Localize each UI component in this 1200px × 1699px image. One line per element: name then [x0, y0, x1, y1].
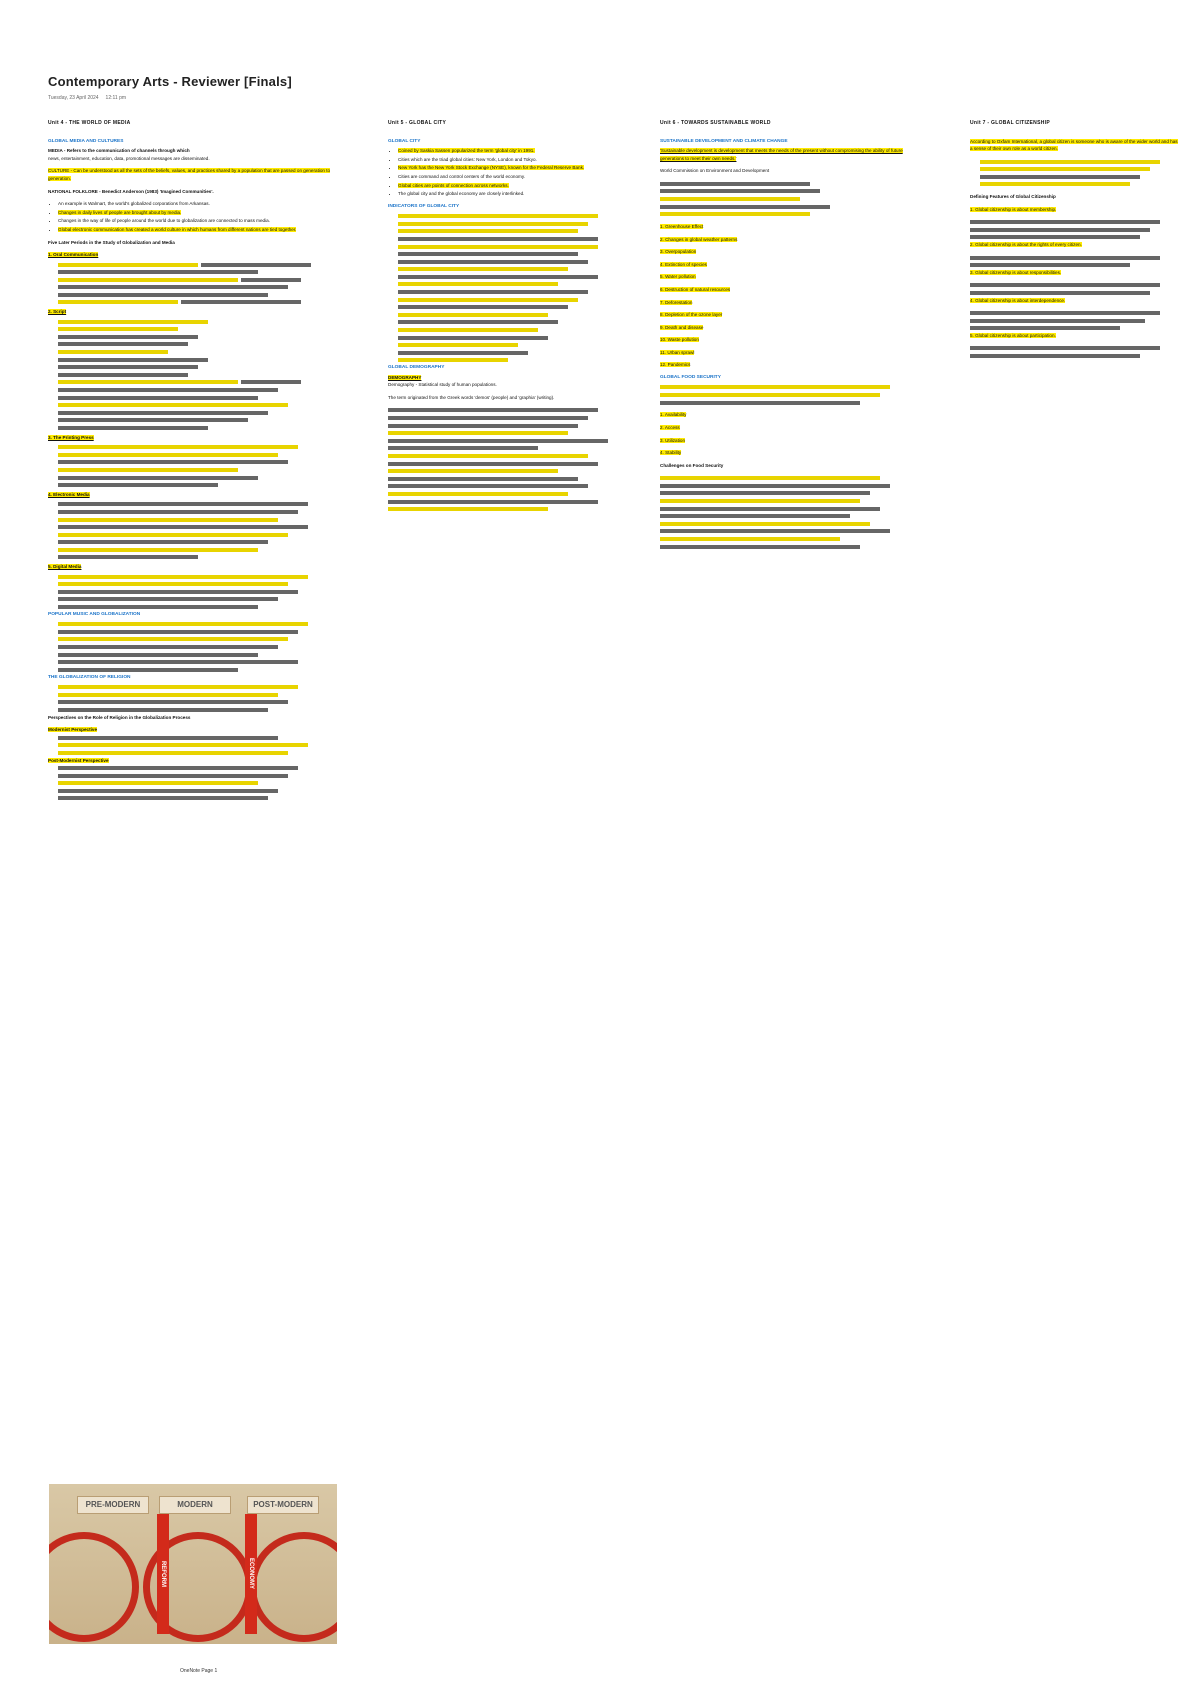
text-block — [660, 180, 910, 218]
section-heading: GLOBAL CITY — [388, 138, 421, 144]
paragraph: 2. Changes in global weather patterns — [660, 236, 738, 242]
section-heading: GLOBAL MEDIA AND CULTURES — [48, 138, 124, 144]
paragraph: 3. Overpopulation — [660, 249, 697, 255]
bullet-list — [48, 200, 348, 233]
text-block — [48, 734, 348, 757]
paragraph: 4. Global citizenship is about interdependence. — [970, 297, 1066, 303]
numbered-heading: 4. Electronic Media — [48, 491, 90, 497]
paragraph: Challenges on Food Security — [660, 462, 724, 468]
figure-vertical-label: ECONOMY — [245, 1514, 257, 1634]
paragraph: DEMOGRAPHY Demography - Statistical study of human populations. — [388, 374, 497, 388]
paragraph: 11. Urban sprawl — [660, 349, 695, 355]
paragraph: 1. Availability — [660, 412, 687, 418]
figure-label: MODERN — [159, 1496, 231, 1514]
modernity-figure — [49, 1484, 337, 1644]
text-block — [48, 261, 348, 307]
section-heading: GLOBAL DEMOGRAPHY — [388, 365, 445, 371]
text-block — [970, 218, 1180, 241]
text-block — [970, 254, 1180, 269]
paragraph: 10. Waste pollution — [660, 337, 699, 343]
paragraph: 5. Global citizenship is about participation. — [970, 333, 1056, 339]
list-item: • The global city and the global economy are closely interlinked. — [398, 190, 618, 198]
section-heading: SUSTAINABLE DEVELOPMENT AND CLIMATE CHANGE — [660, 138, 788, 144]
paragraph: 3. Utilization — [660, 437, 686, 443]
text-block — [48, 443, 348, 489]
paragraph: 7. Deforestation — [660, 299, 693, 305]
text-block — [970, 345, 1180, 360]
section-heading: THE GLOBALIZATION OF RELIGION — [48, 674, 131, 680]
paragraph: 1. Global citizenship is about membership. — [970, 206, 1057, 212]
paragraph: 6. Destruction of natural resources — [660, 286, 731, 292]
list-item: • Changes in daily lives of people are brought about by media. — [58, 209, 348, 217]
subheading: Modernist Perspective — [48, 727, 98, 733]
list-item: • Cities are command and control centers of the world economy. — [398, 173, 618, 181]
list-item: • Changes in the way of life of people around the world due to globalization are connected to mass media. — [58, 217, 348, 225]
column-unit-6 — [660, 120, 910, 1540]
subheading: Post-Modernist Perspective — [48, 757, 109, 763]
list-item: • Global electronic communication has created a world culture in which humans from different nations are tied together. — [58, 226, 348, 234]
text-block — [660, 474, 910, 550]
section-heading: INDICATORS OF GLOBAL CITY — [388, 203, 460, 209]
text-block — [388, 212, 618, 364]
list-item: • New York has the New York Stock Exchange (NYSE), known for the Federal Reserve Bank. — [398, 164, 618, 172]
text-block — [48, 683, 348, 713]
time-text: 12:11 pm — [105, 95, 127, 101]
numbered-heading: 2. Script — [48, 309, 67, 315]
paragraph: 'Sustainable development is development that meets the needs of the present without compromising the ability of future generations to meet their own needs.' — [660, 148, 903, 161]
column-unit-4 — [48, 120, 348, 1475]
column-unit-7 — [970, 120, 1180, 820]
paragraph: World Commission on Environment and Development — [660, 168, 770, 174]
paragraph: 5. Water pollution — [660, 274, 696, 280]
paragraph: CULTURE - Can be understood as all the sets of the beliefs, values, and practices shared by a population that are passed on generation to generation. — [48, 168, 331, 181]
paragraph: 2. Global citizenship is about the rights of every citizen. — [970, 242, 1082, 248]
footer-page-label: OneNote Page 1 — [180, 1668, 218, 1674]
text-block — [970, 282, 1180, 297]
paragraph: According to Oxfam International, a global citizen is someone who is aware of the wider world and has a sense of their own role as a world citizen. — [970, 138, 1178, 152]
bullet-list — [388, 147, 618, 198]
list-item: • Coined by Saskia Sassen popularized the term 'global city' in 1991. — [398, 147, 618, 155]
paragraph: MEDIA - Refers to the communication of channels through which news, entertainment, education, data, promotional messages are disseminated. — [48, 148, 210, 161]
figure-arc — [249, 1532, 337, 1642]
numbered-heading: 3. The Printing Press — [48, 434, 94, 440]
paragraph: 4. Extinction of species — [660, 261, 707, 267]
paragraph: 12. Pandemics — [660, 362, 691, 368]
text-block — [48, 573, 348, 611]
paragraph: 9. Death and disease — [660, 324, 704, 330]
page-header — [48, 74, 1148, 101]
unit-heading: Unit 5 - GLOBAL CITY — [388, 120, 447, 126]
date-text: Tuesday, 23 April 2024 — [48, 95, 99, 101]
numbered-heading: 1. Oral Communication — [48, 252, 99, 258]
paragraph: Defining Features of Global Citizenship — [970, 194, 1056, 200]
paragraph: 3. Global citizenship is about responsibilities. — [970, 269, 1062, 275]
paragraph: NATIONAL FOLKLORE - Benedict Anderson (1983) 'Imagined Communities'. — [48, 188, 214, 194]
numbered-heading: 5. Digital Media — [48, 564, 82, 570]
figure-arc — [49, 1532, 139, 1642]
text-block — [48, 620, 348, 673]
list-item: • An example is Walmart, the world's globalized corporations from Arkansas. — [58, 200, 348, 208]
paragraph: The term originated from the Greek words 'demos' (people) and 'graphia' (writing). — [388, 395, 555, 400]
text-block — [660, 384, 910, 407]
list-item: • Cities which are the triad global cities: New York, London and Tokyo. — [398, 156, 618, 164]
unit-heading: Unit 6 - TOWARDS SUSTAINABLE WORLD — [660, 120, 771, 126]
text-block — [388, 407, 618, 513]
page-date — [48, 95, 1148, 101]
unit-heading: Unit 7 - GLOBAL CITIZENSHIP — [970, 120, 1050, 126]
text-block — [970, 309, 1180, 332]
section-heading: GLOBAL FOOD SECURITY — [660, 375, 721, 381]
list-item: • Global cities are points of connection across networks. — [398, 182, 618, 190]
text-block — [48, 764, 348, 802]
paragraph: 1. Greenhouse Effect — [660, 223, 704, 229]
page-title: Contemporary Arts - Reviewer [Finals] — [48, 74, 292, 89]
column-unit-5 — [388, 120, 618, 1540]
paragraph: 8. Depletion of the ozone layer — [660, 312, 723, 318]
unit-heading: Unit 4 - THE WORLD OF MEDIA — [48, 120, 131, 126]
figure-vertical-label: REFORM — [157, 1514, 169, 1634]
paragraph: Five Later Periods in the Study of Globalization and Media — [48, 239, 175, 245]
text-block — [48, 501, 348, 562]
section-heading: POPULAR MUSIC AND GLOBALIZATION — [48, 611, 141, 617]
paragraph: 4. Stability — [660, 450, 682, 456]
paragraph: 2. Access — [660, 425, 680, 431]
text-block — [970, 158, 1180, 188]
figure-label: PRE-MODERN — [77, 1496, 149, 1514]
text-block — [48, 318, 348, 432]
figure-label: POST-MODERN — [247, 1496, 319, 1514]
paragraph: Perspectives on the Role of Religion in the Globalization Process — [48, 714, 191, 720]
